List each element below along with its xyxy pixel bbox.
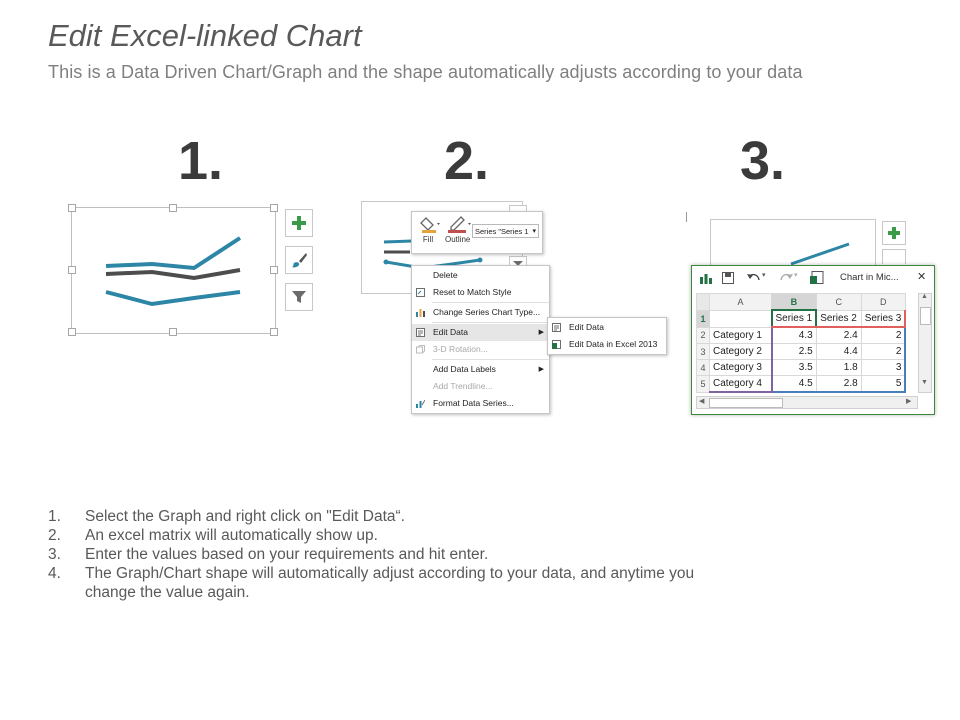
menu-item-label: 3-D Rotation... [433, 344, 488, 354]
menu-item-label: Change Series Chart Type... [433, 307, 541, 317]
cell[interactable]: 3.5 [772, 360, 817, 376]
menu-item-format-data-series[interactable] [412, 395, 549, 412]
cell[interactable]: 2 [861, 327, 905, 344]
line-chart-thumbnail [72, 208, 275, 333]
cell[interactable]: 4.3 [772, 327, 817, 344]
fill-label: Fill [422, 235, 434, 244]
submenu-item-edit-in-excel[interactable] [548, 336, 666, 353]
close-icon[interactable]: ✕ [917, 271, 927, 283]
menu-item-add-data-labels[interactable] [412, 361, 549, 378]
scroll-down-icon[interactable]: ▼ [921, 379, 928, 386]
table-row [697, 360, 906, 376]
row-header[interactable]: 5 [697, 376, 710, 393]
list-number: 1. [48, 508, 61, 525]
chevron-down-icon: ▾ [532, 228, 536, 235]
scroll-left-icon[interactable]: ◀ [699, 398, 705, 405]
list-number: 2. [48, 527, 61, 544]
chart-filters-button[interactable] [285, 283, 313, 311]
resize-handle[interactable] [270, 204, 278, 212]
menu-item-label: Add Trendline... [433, 381, 493, 391]
cell[interactable]: 2.5 [772, 344, 817, 360]
column-header[interactable]: C [816, 294, 861, 311]
scroll-right-icon[interactable]: ▶ [906, 398, 912, 405]
selection-marker [686, 212, 687, 222]
row-header[interactable]: 1 [697, 310, 710, 327]
menu-item-label: Delete [433, 270, 458, 280]
row-header[interactable]: 4 [697, 360, 710, 376]
cell-selected[interactable]: Series 1 [772, 310, 817, 327]
chart-icon [700, 272, 712, 284]
row-header[interactable]: 3 [697, 344, 710, 360]
cell[interactable]: 2 [861, 344, 905, 360]
submenu-arrow-icon: ▶ [538, 366, 544, 373]
series-line-2 [106, 270, 240, 278]
resize-handle[interactable] [270, 328, 278, 336]
cell[interactable]: 1.8 [816, 360, 861, 376]
menu-item-edit-data[interactable] [412, 324, 549, 341]
series-line-3 [106, 292, 240, 304]
menu-item-label: Edit Data [569, 322, 604, 332]
series-select-dropdown[interactable] [472, 224, 539, 238]
cell[interactable]: Category 3 [710, 360, 772, 376]
menu-item-label: Edit Data in Excel 2013 [569, 339, 658, 349]
rotation-icon [416, 345, 425, 354]
table-row [697, 376, 906, 393]
scroll-up-icon[interactable]: ▲ [921, 293, 928, 300]
chart-object-selected[interactable] [71, 207, 276, 334]
table-row [697, 310, 906, 327]
select-all-corner[interactable] [697, 294, 710, 311]
resize-handle[interactable] [169, 204, 177, 212]
chart-elements-button[interactable] [285, 209, 313, 237]
page-subtitle: This is a Data Driven Chart/Graph and the shape automatically adjusts according to your data [48, 62, 803, 82]
undo-dropdown-icon[interactable]: ▾ [762, 272, 766, 279]
excel-icon[interactable] [810, 271, 824, 285]
plus-icon [887, 226, 901, 240]
chart-styles-button[interactable] [882, 249, 906, 264]
scrollbar-thumb[interactable] [920, 307, 931, 325]
chart-styles-button[interactable] [285, 246, 313, 274]
list-text: Select the Graph and right click on "Edit Data“. [85, 508, 405, 525]
list-text: An excel matrix will automatically show up. [85, 527, 378, 544]
menu-item-label: Edit Data [433, 327, 468, 337]
plus-icon [291, 215, 307, 231]
menu-separator [432, 359, 549, 360]
resize-handle[interactable] [270, 266, 278, 274]
mini-toolbar [411, 211, 543, 254]
context-menu [411, 265, 550, 414]
menu-item-label: Reset to Match Style [433, 287, 512, 297]
resize-handle[interactable] [169, 328, 177, 336]
horizontal-scrollbar[interactable] [696, 396, 918, 409]
excel-window-title: Chart in Mic... [840, 272, 899, 283]
pen-outline-icon [445, 215, 473, 233]
page-title: Edit Excel-linked Chart [48, 18, 362, 53]
cell[interactable]: 5 [861, 376, 905, 393]
edit-data-icon [552, 323, 561, 332]
spreadsheet-grid [696, 293, 906, 393]
menu-item-3d-rotation [412, 341, 549, 358]
menu-item-label: Add Data Labels [433, 364, 496, 374]
cell[interactable]: Category 4 [710, 376, 772, 393]
column-header[interactable]: A [710, 294, 772, 311]
edit-data-submenu [547, 317, 667, 355]
list-item [48, 507, 725, 526]
cell[interactable]: Category 1 [710, 327, 772, 344]
resize-handle[interactable] [68, 204, 76, 212]
menu-item-label: Format Data Series... [433, 398, 514, 408]
list-text: The Graph/Chart shape will automatically adjust according to your data, and anytime you change the value again. [85, 565, 695, 601]
menu-item-reset-style[interactable] [412, 284, 549, 301]
excel-icon [552, 340, 561, 349]
series-line-1 [106, 238, 240, 268]
list-number: 3. [48, 546, 61, 563]
resize-handle[interactable] [68, 266, 76, 274]
menu-item-add-trendline [412, 378, 549, 395]
chart-elements-button[interactable] [882, 221, 906, 245]
chart-object-background[interactable] [710, 219, 876, 271]
redo-dropdown-icon[interactable]: ▾ [794, 272, 798, 279]
menu-item-change-chart-type[interactable] [412, 304, 549, 321]
cell[interactable]: 4.4 [816, 344, 861, 360]
excel-data-window [691, 265, 935, 415]
cell[interactable] [710, 310, 772, 327]
submenu-arrow-icon: ▶ [538, 329, 544, 336]
list-text: Enter the values based on your requirements and hit enter. [85, 546, 489, 563]
menu-separator [432, 322, 549, 323]
paintbrush-icon [290, 251, 308, 269]
table-row [697, 327, 906, 344]
series-select-value: Series "Series 1 [475, 227, 529, 236]
column-header-row [697, 294, 906, 311]
list-item [48, 545, 725, 564]
fill-button[interactable] [418, 215, 444, 251]
format-series-icon [416, 399, 425, 408]
undo-icon[interactable] [746, 271, 762, 285]
step-number-3: 3. [740, 131, 786, 191]
menu-separator [432, 302, 549, 303]
save-icon[interactable] [722, 272, 734, 284]
table-row [697, 344, 906, 360]
step-number-2: 2. [444, 131, 490, 191]
cell[interactable]: Series 2 [816, 310, 861, 327]
list-item [48, 564, 725, 602]
scrollbar-thumb[interactable] [709, 398, 783, 408]
row-header[interactable]: 2 [697, 327, 710, 344]
outline-label: Outline [445, 235, 471, 244]
redo-icon[interactable] [778, 271, 794, 285]
edit-data-icon [416, 328, 425, 337]
column-header[interactable]: B [772, 294, 817, 311]
menu-item-delete[interactable] [412, 267, 549, 284]
resize-handle[interactable] [68, 328, 76, 336]
filter-icon [291, 289, 307, 305]
cell[interactable]: 4.5 [772, 376, 817, 393]
cell[interactable]: Category 2 [710, 344, 772, 360]
vertical-scrollbar[interactable] [918, 293, 932, 393]
cell[interactable]: 2.4 [816, 327, 861, 344]
fill-bucket-icon [418, 215, 444, 233]
reset-style-icon [416, 288, 425, 297]
list-item [48, 526, 725, 545]
excel-title-bar [692, 266, 934, 290]
cell[interactable]: 2.8 [816, 376, 861, 393]
chart-type-icon [416, 308, 425, 317]
step-number-1: 1. [178, 131, 224, 191]
cell[interactable]: Series 3 [861, 310, 905, 327]
column-header[interactable]: D [861, 294, 905, 311]
submenu-item-edit-data[interactable] [548, 319, 666, 336]
list-number: 4. [48, 565, 61, 582]
line-chart-thumbnail [711, 220, 875, 270]
instructions-list [48, 507, 725, 602]
cell[interactable]: 3 [861, 360, 905, 376]
